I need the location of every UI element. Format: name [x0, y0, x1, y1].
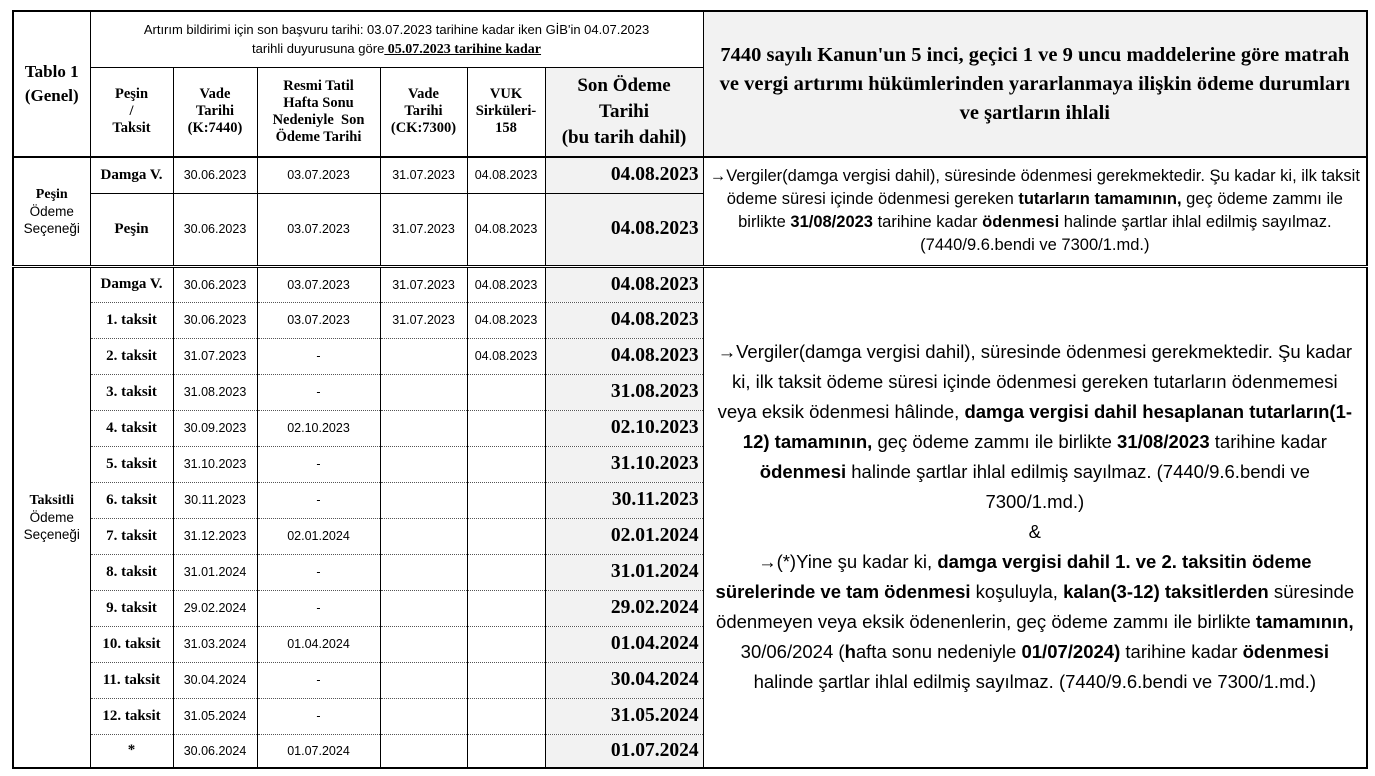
col-resmi-line1: Resmi Tatil	[283, 77, 354, 94]
taksit-label-rest: Ödeme Seçeneği	[23, 509, 80, 542]
table-row	[13, 266, 1367, 302]
row-vuk	[467, 554, 545, 590]
row-son: 04.08.2023	[545, 193, 703, 266]
taksit-note2-text7: halinde şartlar ihlal edilmiş sayılmaz. (7440/9.6.bendi ve 7300/1.md.)	[753, 671, 1317, 693]
row-type: 10. taksit	[90, 626, 173, 662]
row-vuk	[467, 410, 545, 446]
col-pesin-taksit	[90, 67, 173, 157]
col-resmi-tatil	[257, 67, 380, 157]
col-resmi-line2: Hafta Sonu	[283, 94, 354, 111]
deadline-date: 05.07.2023 tarihine kadar	[384, 41, 542, 57]
row-son: 01.07.2024	[545, 734, 703, 768]
row-son: 02.01.2024	[545, 518, 703, 554]
col-pesin-line1: Peşin	[114, 86, 149, 103]
row-vade2	[380, 698, 467, 734]
col-son-odeme	[545, 67, 703, 157]
row-resmi: 03.07.2023	[257, 266, 380, 302]
taksit-note2-bold4: h	[844, 641, 856, 663]
taksit-note2-text2: koşuluyla,	[970, 581, 1064, 603]
table-body	[13, 11, 1367, 768]
taksit-note2	[711, 547, 1360, 697]
row-resmi: -	[257, 338, 380, 374]
row-son: 04.08.2023	[545, 338, 703, 374]
col-resmi-line3: Nedeniyle Son	[272, 111, 365, 128]
row-resmi: -	[257, 482, 380, 518]
row-vade1: 31.01.2024	[173, 554, 257, 590]
pesin-note-bold3: ödenmesi	[982, 213, 1060, 232]
taksit-note1-text4: halinde şartlar ihlal edilmiş sayılmaz. (7440/9.6.bendi ve 7300/1.md.)	[846, 461, 1310, 513]
col-vade2-line3: (CK:7300)	[390, 120, 457, 137]
taksit-note2-text1: →(*)Yine şu kadar ki,	[758, 551, 938, 573]
col-vade1-line3: (K:7440)	[187, 120, 243, 137]
row-son: 31.05.2024	[545, 698, 703, 734]
row-vuk	[467, 590, 545, 626]
row-vade2	[380, 734, 467, 768]
taksit-note2-bold2: kalan(3-12) taksitlerden	[1063, 581, 1269, 603]
row-vade2	[380, 374, 467, 410]
row-vade1: 31.07.2023	[173, 338, 257, 374]
row-type: 1. taksit	[90, 302, 173, 338]
col-vade2-line1: Vade	[408, 86, 439, 103]
row-vade2: 31.07.2023	[380, 302, 467, 338]
row-son: 01.04.2024	[545, 626, 703, 662]
row-son: 04.08.2023	[545, 266, 703, 302]
row-vade1: 30.06.2023	[173, 302, 257, 338]
row-son: 31.01.2024	[545, 554, 703, 590]
row-son: 31.10.2023	[545, 446, 703, 482]
pesin-note	[703, 157, 1367, 266]
pesin-section-label	[13, 157, 90, 266]
taksit-note2-text6: tarihine kadar	[1120, 641, 1243, 663]
col-vuk	[467, 67, 545, 157]
row-son: 31.08.2023	[545, 374, 703, 410]
row-vuk	[467, 518, 545, 554]
col-son-line3: (bu tarih dahil)	[561, 126, 687, 148]
row-type: 8. taksit	[90, 554, 173, 590]
row-vuk: 04.08.2023	[467, 266, 545, 302]
row-vade1: 30.09.2023	[173, 410, 257, 446]
row-vuk: 04.08.2023	[467, 193, 545, 266]
row-type: Damga V.	[90, 157, 173, 193]
row-vade2	[380, 410, 467, 446]
row-vade2	[380, 446, 467, 482]
row-vade2	[380, 482, 467, 518]
taksit-note1-text1: →Vergiler(damga vergisi dahil), süresinde ödenmesi gerekmektedir. Şu kadar ki, ilk taksit ödeme süresi içinde ödenmesi gereken tutarların ödenmemesi veya eksik ödenmesi hâlinde,	[717, 341, 1353, 423]
deadline-line2	[91, 39, 703, 59]
col-vade-7300	[380, 67, 467, 157]
row-vuk	[467, 662, 545, 698]
row-vade1: 30.11.2023	[173, 482, 257, 518]
taksit-section-label	[13, 266, 90, 768]
pesin-label-rest: Ödeme Seçeneği	[23, 203, 80, 236]
row-son: 04.08.2023	[545, 302, 703, 338]
taksit-note2-bold3: tamamının,	[1255, 611, 1354, 633]
col-vade2-line2: Tarihi	[404, 103, 443, 120]
row-vuk	[467, 698, 545, 734]
col-vuk-line1: VUK	[489, 86, 523, 103]
pesin-note-text1: →Vergiler(damga vergisi dahil), süresinde ödenmesi gerekmektedir. Şu kadar ki, ilk taksit ödeme süresi içinde ödenmesi gereken	[709, 167, 1360, 209]
taksit-note2-text3: süresinde ödenmeyen veya eksik ödenenlerin, geç ödeme zammı ile birlikte	[716, 581, 1355, 633]
row-son: 30.04.2024	[545, 662, 703, 698]
row-type: Peşin	[90, 193, 173, 266]
row-resmi: -	[257, 698, 380, 734]
row-resmi: -	[257, 446, 380, 482]
row-resmi: 03.07.2023	[257, 157, 380, 193]
row-vade2: 31.07.2023	[380, 157, 467, 193]
row-vade2	[380, 554, 467, 590]
row-resmi: -	[257, 590, 380, 626]
row-resmi: 02.10.2023	[257, 410, 380, 446]
taksit-note2-bold5: 01/07/2024)	[1021, 641, 1121, 663]
row-son: 02.10.2023	[545, 410, 703, 446]
table-row	[13, 157, 1367, 193]
row-vade1: 30.06.2023	[173, 157, 257, 193]
taksit-label-bold: Taksitli	[29, 492, 75, 508]
row-vuk	[467, 446, 545, 482]
taksit-note1-text3: tarihine kadar	[1209, 431, 1327, 453]
taksit-note2-text5: afta sonu nedeniyle	[855, 641, 1022, 663]
ampersand: &	[1028, 521, 1041, 543]
col-pesin-line3: Taksit	[112, 120, 151, 137]
row-vade1: 30.06.2023	[173, 266, 257, 302]
col-vade1-line1: Vade	[199, 86, 231, 103]
page-title: 7440 sayılı Kanun'un 5 inci, geçici 1 ve 9 uncu maddelerine göre matrah ve vergi artırımı hükümlerinden yararlanmaya ilişkin ödeme durumları ve şartların ihlali	[703, 11, 1367, 157]
row-resmi: 02.01.2024	[257, 518, 380, 554]
row-vade2	[380, 626, 467, 662]
row-son: 30.11.2023	[545, 482, 703, 518]
row-vuk: 04.08.2023	[467, 338, 545, 374]
row-type: 3. taksit	[90, 374, 173, 410]
row-type: 7. taksit	[90, 518, 173, 554]
pesin-note-bold2: 31/08/2023	[790, 213, 873, 232]
row-resmi: 03.07.2023	[257, 302, 380, 338]
row-type: Damga V.	[90, 266, 173, 302]
row-vade2: 31.07.2023	[380, 266, 467, 302]
taksit-note	[703, 266, 1367, 768]
col-resmi-line4: Ödeme Tarihi	[275, 128, 362, 145]
col-son-line2: Tarihi	[599, 100, 650, 122]
row-vuk: 04.08.2023	[467, 157, 545, 193]
taksit-note1-bold3: ödenmesi	[759, 461, 847, 483]
row-type: *	[90, 734, 173, 768]
tablo-label-line2: (Genel)	[24, 86, 79, 105]
deadline-line1: Artırım bildirimi için son başvuru tarihi: 03.07.2023 tarihine kadar iken GİB'in 04.07.2023	[143, 21, 650, 37]
row-vade1: 31.03.2024	[173, 626, 257, 662]
col-vuk-line3: 158	[495, 120, 517, 137]
row-son: 04.08.2023	[545, 157, 703, 193]
row-vade1: 31.10.2023	[173, 446, 257, 482]
row-type: 12. taksit	[90, 698, 173, 734]
row-type: 6. taksit	[90, 482, 173, 518]
row-vade1: 31.08.2023	[173, 374, 257, 410]
taksit-note2-text4: 30/06/2024 (	[740, 641, 845, 663]
row-resmi: -	[257, 374, 380, 410]
row-resmi: 01.07.2024	[257, 734, 380, 768]
col-vuk-line2: Sirküleri-	[475, 103, 537, 120]
row-resmi: 01.04.2024	[257, 626, 380, 662]
row-vade2	[380, 338, 467, 374]
row-vade1: 31.12.2023	[173, 518, 257, 554]
taksit-note1-bold1: damga vergisi dahil hesaplanan tutarların(1-12) tamamının,	[742, 401, 1353, 453]
row-vade1: 30.06.2024	[173, 734, 257, 768]
pesin-note-text4: halinde şartlar ihlal edilmiş sayılmaz. (7440/9.6.bendi ve 7300/1.md.)	[920, 213, 1332, 255]
row-type: 5. taksit	[90, 446, 173, 482]
row-vuk	[467, 626, 545, 662]
pesin-label-bold: Peşin	[35, 186, 68, 202]
deadline-note	[90, 11, 703, 67]
pesin-note-text2: geç ödeme zammı ile birlikte	[738, 190, 1343, 232]
taksit-note1	[711, 337, 1360, 517]
row-vuk	[467, 734, 545, 768]
row-vuk: 04.08.2023	[467, 302, 545, 338]
tablo-label	[13, 11, 90, 157]
row-vade2	[380, 590, 467, 626]
row-vade2: 31.07.2023	[380, 193, 467, 266]
pesin-note-bold1: tutarların tamamının,	[1018, 190, 1182, 209]
pesin-note-text3: tarihine kadar	[872, 213, 983, 232]
col-vade-7440	[173, 67, 257, 157]
row-type: 11. taksit	[90, 662, 173, 698]
row-vade2	[380, 518, 467, 554]
row-vade1: 30.04.2024	[173, 662, 257, 698]
row-resmi: -	[257, 662, 380, 698]
taksit-note2-bold6: ödenmesi	[1242, 641, 1329, 663]
taksit-note1-text2: geç ödeme zammı ile birlikte	[872, 431, 1118, 453]
col-vade1-line2: Tarihi	[195, 103, 235, 120]
row-vade1: 29.02.2024	[173, 590, 257, 626]
row-vuk	[467, 482, 545, 518]
row-type: 9. taksit	[90, 590, 173, 626]
row-type: 4. taksit	[90, 410, 173, 446]
row-vade1: 31.05.2024	[173, 698, 257, 734]
row-resmi: 03.07.2023	[257, 193, 380, 266]
deadline-text: tarihli duyurusuna göre	[252, 40, 385, 56]
row-resmi: -	[257, 554, 380, 590]
tablo-label-line1: Tablo 1	[24, 62, 79, 81]
col-pesin-line2: /	[129, 103, 134, 120]
row-type: 2. taksit	[90, 338, 173, 374]
col-son-line1: Son Ödeme	[577, 74, 671, 96]
row-vade2	[380, 662, 467, 698]
row-vuk	[467, 374, 545, 410]
payment-table	[12, 10, 1368, 769]
taksit-note1-bold2: 31/08/2023	[1117, 431, 1210, 453]
taksit-note2-bold1: damga vergisi dahil 1. ve 2. taksitin ödeme sürelerinde ve tam ödenmesi	[715, 551, 1312, 603]
row-vade1: 30.06.2023	[173, 193, 257, 266]
row-son: 29.02.2024	[545, 590, 703, 626]
